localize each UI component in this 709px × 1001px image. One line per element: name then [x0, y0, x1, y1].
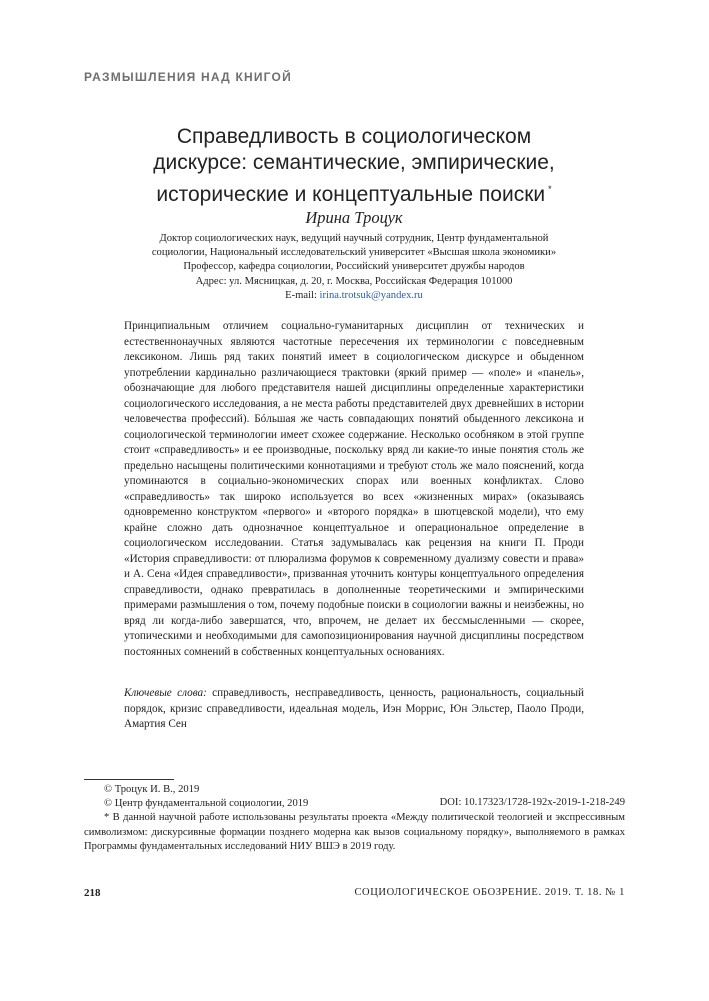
email-line: [84, 289, 624, 303]
affiliation-line: Профессор, кафедра социологии, Российский университет дружбы народов: [183, 261, 525, 273]
copyright-author: © Троцук И. В., 2019: [104, 784, 200, 795]
abstract: Принципиальным отличием социально-гуманитарных дисциплин от технических и естественнонаучных являются частотные пересечения их терминологии с повседневным лексиконом. Лишь ряд таких понятий имеет в социологическом дискурсе и обыденном употреблении кардинально различающиеся трактовки (яркий пример — «поле» и «панель», обозначающие для любого представителя нашей дисциплины определенные характеристики социологического исследования, а не места работы представителей двух древнейших в истории человечества профессий). Бóльшая же часть совпадающих понятий обыденного лексикона и социологической терминологии имеет схожее содержание. Несколько особняком в этой группе стоит «справедливость» и ее производные, поскольку вряд ли какие-то иные понятия столь же предельно насыщены политическими коннотациями и требуют столь же мало пояснений, когда упоминаются в социально-экономических спорах или военных конфликтах. Слово «справедливость» так широко используется во всех «жизненных мирах» (оказываясь одновременно конструктом «первого» и «второго порядка» в шютцевской модели), что ему крайне сложно дать однозначное концептуальное и операциональное определение в социологическом исследовании. Статья задумывалась как рецензия на книги П. Проди «История справедливости: от плюрализма форумов к современному дуализму совести и права» и А. Сена «Идея справедливости», призванная уточнить контуры концептуального определения справедливости, однако превратилась в дополненные теоретическими и эмпирическими примерами размышления о том, почему подобные поиски в социологии важны и неизбежны, но вряд ли когда-либо завершатся, что, впрочем, не делает их бессмысленными — скорее, утопическими и необходимыми для самопозиционирования научной дисциплины посредством постоянных сомнений в собственных концептуальных основаниях.: [124, 320, 584, 658]
title-footnote-mark: *: [548, 184, 552, 194]
title-line: [84, 176, 624, 208]
keywords-label: Ключевые слова:: [124, 687, 207, 699]
title-line: дискурсе: семантические, эмпирические,: [153, 151, 555, 174]
affiliation-line: Адрес: ул. Мясницкая, д. 20, г. Москва, Российская Федерация 101000: [195, 275, 513, 287]
page-number: 218: [84, 887, 101, 899]
affiliation-line: Доктор социологических наук, ведущий научный сотрудник, Центр фундаментальной: [159, 233, 549, 244]
title-line: Справедливость в социологическом: [176, 125, 532, 148]
funding-footnote: * В данной научной работе использованы результаты проекта «Между политической теологией и экспрессивным символизмом: дискурсивные формации позднего модерна как вызов социальному порядку», выполняемого в рамках Программы фундаментальных исследований НИУ ВШЭ в 2019 году.: [84, 812, 625, 852]
footnote-divider: [84, 779, 174, 780]
article-title: [84, 124, 624, 208]
doi[interactable]: DOI: 10.17323/1728-192x-2019-1-218-249: [439, 797, 625, 808]
journal-running-footer: СОЦИОЛОГИЧЕСКОЕ ОБОЗРЕНИЕ. 2019. Т. 18. № 1: [354, 887, 625, 898]
section-label: РАЗМЫШЛЕНИЯ НАД КНИГОЙ: [84, 70, 292, 84]
affiliation-line: социологии, Национальный исследовательский университет «Высшая школа экономики»: [151, 247, 557, 259]
author-affiliation: [84, 232, 624, 303]
copyright-center: © Центр фундаментальной социологии, 2019: [104, 798, 309, 809]
email-label: E-mail:: [285, 289, 320, 301]
keywords-text: справедливость, несправедливость, ценность, рациональность, социальный порядок, кризис справедливости, идеальная модель, Иэн Моррис, Юн Эльстер, Паоло Проди, Амартия Сен: [124, 687, 584, 730]
title-line-text: исторические и концептуальные поиски: [156, 183, 546, 206]
email-link[interactable]: irina.trotsuk@yandex.ru: [319, 289, 423, 301]
keywords: [124, 686, 584, 733]
author-name: Ирина Троцук: [305, 208, 403, 227]
